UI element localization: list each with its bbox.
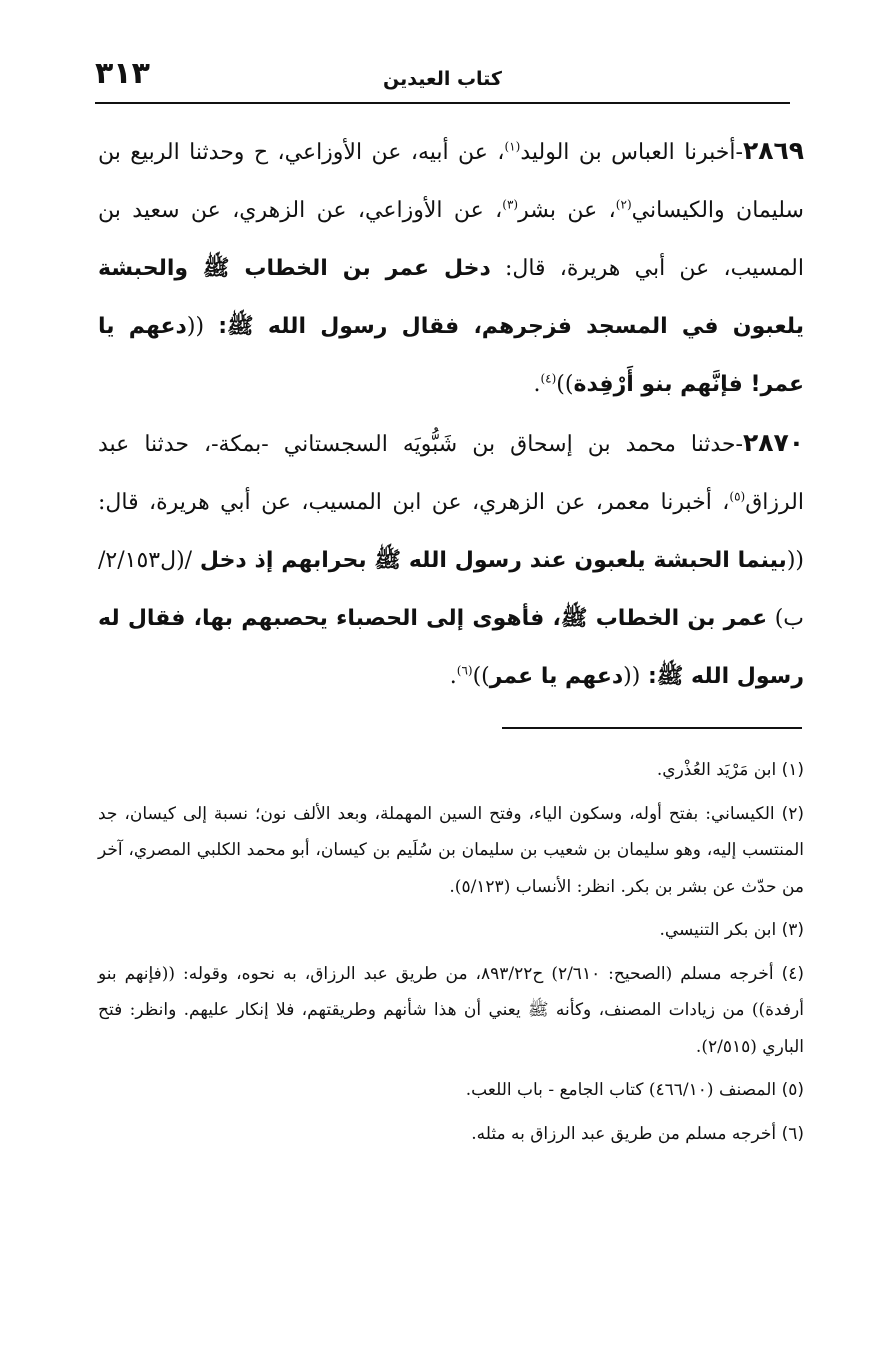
hadith-paragraph xyxy=(98,414,804,706)
hadith-text: ، عن الأوزاعي، عن الزهري، عن سعيد بن المسيب، عن أبي هريرة، قال: xyxy=(98,198,804,281)
hadith-matn: دخل عمر بن الخطاب ﷺ والحبشة يلعبون في المسجد فزجرهم، فقال رسول الله ﷺ: xyxy=(98,256,804,339)
footnote-number: (٤) xyxy=(781,963,805,984)
footnote-text: أخرجه مسلم (الصحيح: ٢/٦١٠) ح٨٩٣/٢٢، من طريق عبد الرزاق، به نحوه، وقوله: ((فإنهم بنو أرفدة)) من زيادات المصنف، وكأنه ﷺ يعني أن هذا شأنهم وطريقتهم، فلا إنكار عليهم. وانظر: فتح الباري (٢/٥١٥). xyxy=(98,963,804,1057)
footnote-ref[interactable]: (١) xyxy=(504,139,521,154)
footnote-text: الكيساني: بفتح أوله، وسكون الياء، وفتح السين المهملة، وبعد الألف نون؛ نسبة إلى كيسان، جد المنتسب إليه، وهو سليمان بن شعيب بن سليمان بن سُلَيم بن كيسان، أبو محمد الكلبي المصري، آخر من حدّث عن بشر بن بكر. انظر: الأنساب (٥/١٢٣). xyxy=(98,803,804,897)
footnote-ref[interactable]: (٣) xyxy=(502,197,519,212)
footnote-number: (٣) xyxy=(781,920,804,940)
running-title: كتاب العيدين xyxy=(383,68,502,90)
period: . xyxy=(533,372,541,397)
main-text xyxy=(98,122,804,706)
footnote xyxy=(98,796,804,906)
footnote-number: (٥) xyxy=(781,1080,804,1100)
footnote-text: ابن بكر التنيسي. xyxy=(659,920,777,940)
footnote-number: (١) xyxy=(781,760,804,780)
period: . xyxy=(449,664,457,689)
quote-mark: (( xyxy=(623,664,641,689)
hadith-text: ، عن بشر xyxy=(518,198,616,223)
footnote xyxy=(98,956,804,1066)
footnote xyxy=(98,912,804,949)
footnote xyxy=(98,1072,804,1109)
footnote-separator xyxy=(502,727,802,729)
footnote-text: أخرجه مسلم من طريق عبد الرزاق به مثله. xyxy=(471,1123,777,1144)
footnote-number: (٦) xyxy=(781,1123,804,1144)
quote-mark: (( xyxy=(186,314,205,339)
hadith-number: ٢٨٧٠ xyxy=(742,428,804,457)
footnote-ref[interactable]: (٤) xyxy=(540,371,557,386)
footnote-ref[interactable]: (٦) xyxy=(456,663,473,678)
footnote-text: ابن مَرْيَد العُذْري. xyxy=(656,760,777,780)
hadith-text: ، عن أبيه، عن الأوزاعي، ح وحدثنا الربيع بن سليمان والكيساني xyxy=(98,140,804,223)
page-number: ٣١٣ xyxy=(95,56,150,91)
hadith-paragraph xyxy=(98,122,804,414)
footnote xyxy=(98,752,804,789)
hadith-matn: دعهم يا عمر! فإنَّهم بنو أَرْفِدة xyxy=(98,314,804,397)
quote-mark: )) xyxy=(556,372,574,397)
hadith-text: -حدثنا محمد بن إسحاق بن شَبُّويَه السجستاني -بمكة-، حدثنا عبد الرزاق xyxy=(98,432,804,515)
hadith-matn: عمر بن الخطاب ﷺ، فأهوى إلى الحصباء يحصبهم بها، فقال له رسول الله ﷺ: xyxy=(98,606,804,689)
footnotes xyxy=(98,752,804,1159)
footnote-ref[interactable]: (٢) xyxy=(615,197,632,212)
footnote-ref[interactable]: (٥) xyxy=(729,489,746,504)
hadith-matn: بينما الحبشة يلعبون عند رسول الله ﷺ بحرابهم إذ دخل xyxy=(192,548,787,573)
footnote-number: (٢) xyxy=(781,803,804,824)
page-header xyxy=(95,58,790,104)
footnote xyxy=(98,1116,804,1153)
hadith-text: ، أخبرنا معمر، عن الزهري، عن ابن المسيب، عن أبي هريرة، قال: (( xyxy=(98,490,804,573)
footnote-text: المصنف (٤٦٦/١٠) كتاب الجامع - باب اللعب. xyxy=(465,1080,777,1100)
hadith-matn: دعهم يا عمر xyxy=(489,664,624,689)
manuscript-marker: /(ل٢/١٥٣/ب) xyxy=(98,548,805,631)
hadith-number: ٢٨٦٩ xyxy=(742,136,805,165)
quote-mark: )) xyxy=(472,664,490,689)
hadith-text: -أخبرنا العباس بن الوليد xyxy=(520,140,743,165)
